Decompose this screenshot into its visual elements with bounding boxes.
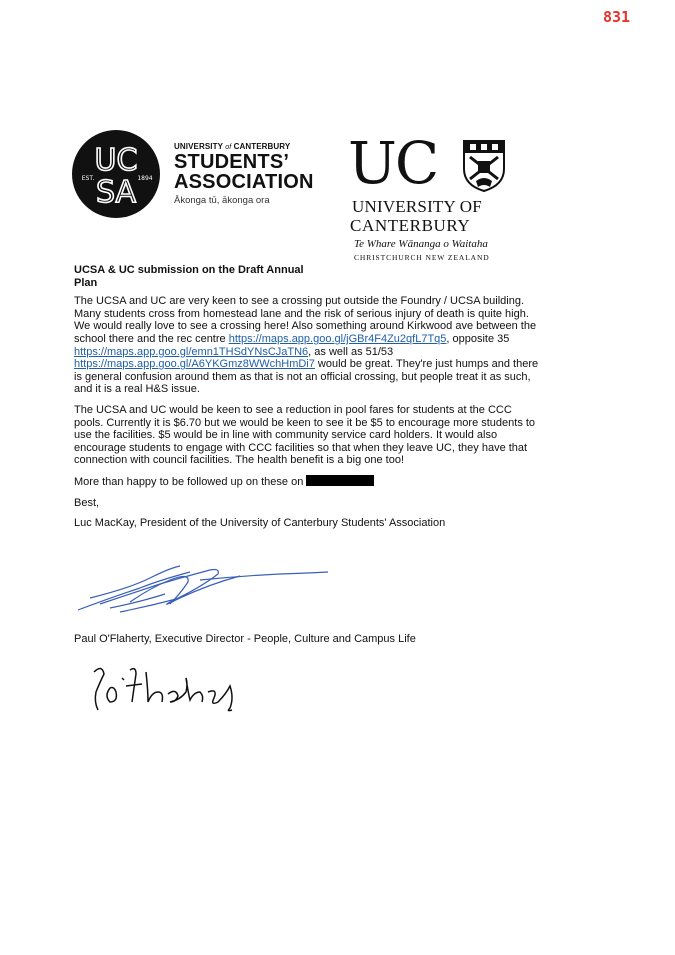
paragraph-pool-fares: The UCSA and UC would be keen to see a reduction in pool fares for students at the CCC pools. Currently it is $6.70 but we would be keen to see it be $5 to encourage more students to use the facilities. $5 would be in line with community service card holders. It would also encourage students to engage with CCC facilities so that when they leave UC, they have that connection with council facilities. The health benefit is a big one too! — [74, 403, 536, 467]
page-number: 831 — [603, 8, 631, 26]
maps-link-51-53[interactable]: https://maps.app.goo.gl/A6YKGmz8WWchHmDi7 — [74, 358, 315, 371]
paragraph-crossing: The UCSA and UC are very keen to see a crossing put outside the Foundry / UCSA building. Many students cross from homestead lane and the risk of serious injury of death is quite high. We would really love to see a crossing here! Also something around Kirkwood ave between the school there and the rec centre https://maps.app.goo.gl/jGBr4F4Zu2qfL7Tq5, opposite 35 https://maps.app.goo.gl/emn1THSdYNsCJaTN6, as well as 51/53 https://maps.app.goo.gl/A6YKGmz8WWchHmDi7 would be great. They're just humps and there is general confusion around them as that is not an official crossing, but people treat it as such, and it is a real H&S issue. — [74, 295, 539, 396]
ucsa-est-text: EST. — [81, 175, 95, 182]
maps-link-kirkwood[interactable]: https://maps.app.goo.gl/jGBr4F4Zu2qfL7Tq5 — [228, 332, 447, 345]
paragraph-follow-up: More than happy to be followed up on these on — [74, 475, 544, 489]
ucsa-circle-bottom-text: SA — [95, 175, 137, 210]
letter-body — [74, 264, 544, 538]
signatory-director: Paul O'Flaherty, Executive Director - People, Culture and Campus Life — [74, 633, 416, 645]
ucsa-circle-top-text: UC — [94, 143, 138, 178]
ucsa-logo-circle — [72, 130, 160, 218]
signatory-president: Luc MacKay, President of the University of Canterbury Students' Association — [74, 517, 446, 530]
ucsa-students-text: STUDENTS’ — [174, 151, 290, 173]
redacted-contact — [306, 475, 374, 486]
uc-letters: UC — [348, 129, 438, 197]
ucsa-wordmark — [174, 142, 314, 206]
signature-luc-mackay — [70, 558, 340, 618]
letter-title: UCSA & UC submission on the Draft Annual Plan — [74, 264, 304, 289]
closing: Best, — [74, 496, 100, 509]
uc-name-line1: UNIVERSITY OF — [352, 197, 482, 216]
maps-link-opposite-35[interactable]: https://maps.app.goo.gl/emn1THSdYNsCJaTN6 — [74, 345, 309, 358]
ucsa-year-text: 1894 — [137, 175, 153, 182]
signature-paul-oflaherty — [90, 662, 250, 714]
ucsa-university-line: UNIVERSITY of CANTERBURY — [174, 142, 291, 151]
uc-city: CHRISTCHURCH NEW ZEALAND — [354, 253, 490, 262]
uc-maori-name: Te Whare Wānanga o Waitaha — [354, 238, 488, 250]
uc-name-line2: CANTERBURY — [350, 216, 471, 235]
ucsa-logo — [72, 130, 372, 220]
uc-crest-icon — [462, 139, 506, 193]
ucsa-association-text: ASSOCIATION — [174, 171, 314, 193]
uc-logo — [346, 129, 516, 265]
ucsa-motto: Ākonga tū, ākonga ora — [174, 195, 270, 206]
